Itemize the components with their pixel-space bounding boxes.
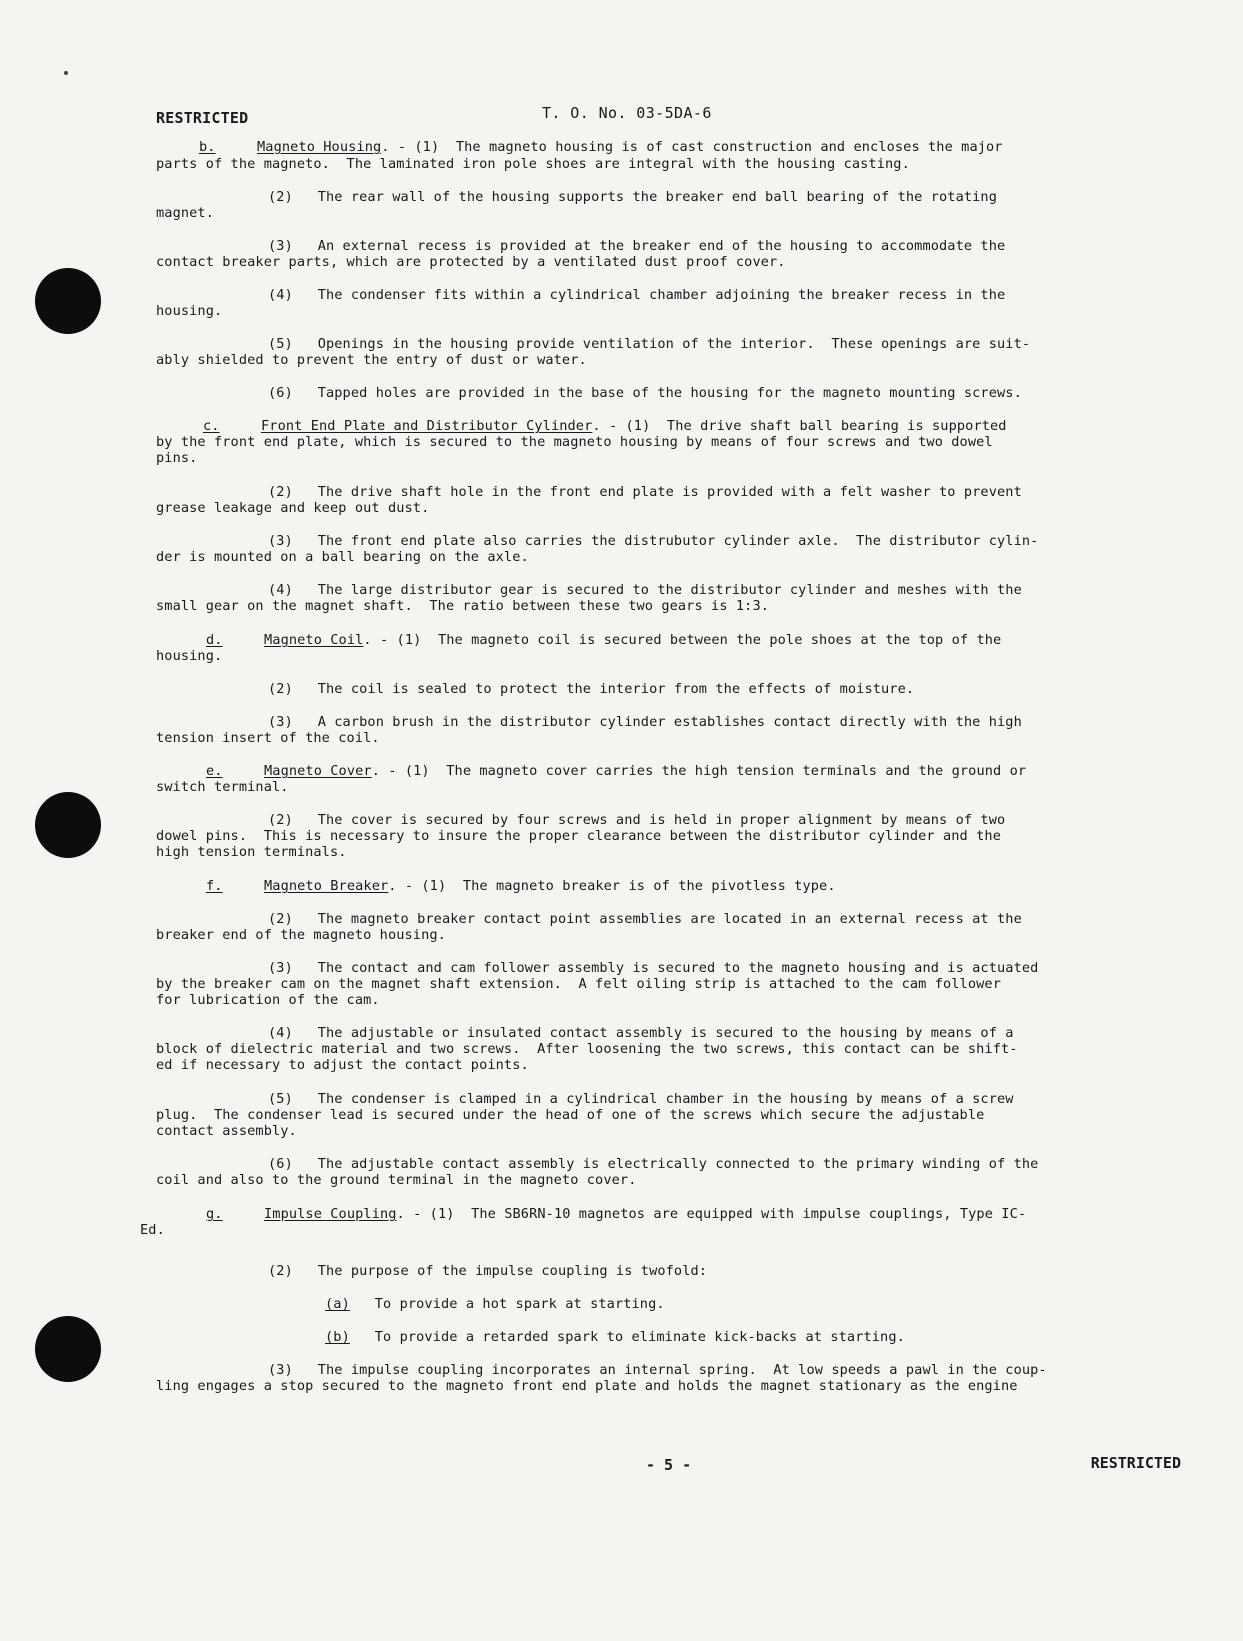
section-e-title: Magneto Cover — [264, 763, 372, 779]
paragraph-line: block of dielectric material and two screws. After loosening the two screws, this contact can be shift- — [156, 1041, 1018, 1057]
paragraph-line: parts of the magneto. The laminated iron pole shoes are integral with the housing casting. — [156, 156, 910, 172]
paragraph-line: housing. — [156, 303, 223, 319]
section-d-text: . - (1) The magneto coil is secured between the pole shoes at the top of the — [363, 632, 1002, 648]
paragraph-line: (4) The large distributor gear is secured to the distributor cylinder and meshes with the — [268, 582, 1022, 598]
section-f-text: . - (1) The magneto breaker is of the pivotless type. — [388, 878, 836, 894]
section-b-heading-line — [199, 139, 1003, 155]
section-c-text: . - (1) The drive shaft ball bearing is supported — [592, 418, 1007, 434]
paragraph-line: pins. — [156, 450, 198, 466]
list-item-a-text: To provide a hot spark at starting. — [374, 1296, 665, 1312]
paragraph-line: (3) The contact and cam follower assembly is secured to the magneto housing and is actuated — [268, 960, 1039, 976]
scan-speck — [64, 71, 68, 75]
paragraph-line: Ed. — [140, 1222, 165, 1238]
list-item-a-label: (a) — [325, 1296, 350, 1312]
paragraph-line: (2) The drive shaft hole in the front end plate is provided with a felt washer to prevent — [268, 484, 1022, 500]
paragraph-line: (2) The cover is secured by four screws and is held in proper alignment by means of two — [268, 812, 1006, 828]
section-f-heading-line — [206, 878, 836, 894]
section-g-heading-line — [206, 1206, 1026, 1222]
section-c-title: Front End Plate and Distributor Cylinder — [261, 418, 593, 434]
header-document-number: T. O. No. 03-5DA-6 — [542, 104, 712, 122]
paragraph-line: switch terminal. — [156, 779, 289, 795]
binder-hole-bottom — [35, 1316, 101, 1382]
section-d-letter: d. — [206, 632, 223, 648]
paragraph-line: dowel pins. This is necessary to insure the proper clearance between the distributor cylinder and the — [156, 828, 1001, 844]
paragraph-line: ed if necessary to adjust the contact points. — [156, 1057, 529, 1073]
section-d-heading-line — [206, 632, 1001, 648]
paragraph-line: ably shielded to prevent the entry of dust or water. — [156, 352, 587, 368]
paragraph-line: contact breaker parts, which are protected by a ventilated dust proof cover. — [156, 254, 786, 270]
section-e-text: . - (1) The magneto cover carries the high tension terminals and the ground or — [371, 763, 1027, 779]
header-classification: RESTRICTED — [156, 109, 249, 127]
paragraph-line: (4) The condenser fits within a cylindrical chamber adjoining the breaker recess in the — [268, 287, 1006, 303]
paragraph-line: small gear on the magnet shaft. The ratio between these two gears is 1:3. — [156, 598, 770, 614]
list-item-b-text: To provide a retarded spark to eliminate kick-backs at starting. — [374, 1329, 905, 1345]
binder-hole-middle — [35, 792, 101, 858]
paragraph-line: der is mounted on a ball bearing on the axle. — [156, 549, 529, 565]
paragraph-line: ling engages a stop secured to the magneto front end plate and holds the magnet stationary as the engine — [156, 1378, 1018, 1394]
section-g-letter: g. — [206, 1206, 223, 1222]
section-d-title: Magneto Coil — [264, 632, 364, 648]
paragraph-line: housing. — [156, 648, 223, 664]
paragraph-line: (2) The rear wall of the housing supports the breaker end ball bearing of the rotating — [268, 189, 998, 205]
section-e-letter: e. — [206, 763, 223, 779]
paragraph-line: high tension terminals. — [156, 844, 347, 860]
section-f-title: Magneto Breaker — [264, 878, 389, 894]
section-e-heading-line — [206, 763, 1026, 779]
paragraph-line: plug. The condenser lead is secured under the head of one of the screws which secure the adjustable — [156, 1107, 985, 1123]
paragraph-line: (6) Tapped holes are provided in the base of the housing for the magneto mounting screws. — [268, 385, 1022, 401]
paragraph-line: (6) The adjustable contact assembly is electrically connected to the primary winding of the — [268, 1156, 1039, 1172]
paragraph-line: grease leakage and keep out dust. — [156, 500, 430, 516]
footer-classification: RESTRICTED — [1090, 1454, 1181, 1472]
list-item-b — [325, 1329, 905, 1345]
section-b-text: . - (1) The magneto housing is of cast construction and encloses the major — [381, 139, 1003, 155]
section-b-title: Magneto Housing — [257, 139, 382, 155]
paragraph-line: tension insert of the coil. — [156, 730, 380, 746]
paragraph-line: (5) The condenser is clamped in a cylindrical chamber in the housing by means of a screw — [268, 1091, 1014, 1107]
paragraph-line: coil and also to the ground terminal in the magneto cover. — [156, 1172, 637, 1188]
paragraph-line: by the breaker cam on the magnet shaft extension. A felt oiling strip is attached to the cam follower — [156, 976, 1001, 992]
paragraph-line: for lubrication of the cam. — [156, 992, 380, 1008]
paragraph-line: (3) A carbon brush in the distributor cylinder establishes contact directly with the high — [268, 714, 1022, 730]
section-b-letter: b. — [199, 139, 216, 155]
section-g-text: . - (1) The SB6RN-10 magnetos are equipped with impulse couplings, Type IC- — [396, 1206, 1027, 1222]
paragraph-line: (2) The purpose of the impulse coupling is twofold: — [268, 1263, 708, 1279]
list-item-b-label: (b) — [325, 1329, 350, 1345]
paragraph-line: (3) The impulse coupling incorporates an internal spring. At low speeds a pawl in the coup- — [268, 1362, 1047, 1378]
binder-hole-top — [35, 268, 101, 334]
paragraph-line: (5) Openings in the housing provide ventilation of the interior. These openings are suit- — [268, 336, 1031, 352]
page-number: - 5 - — [646, 1456, 692, 1474]
paragraph-line: (2) The magneto breaker contact point assemblies are located in an external recess at the — [268, 911, 1022, 927]
paragraph-line: (3) The front end plate also carries the distrubutor cylinder axle. The distributor cylin- — [268, 533, 1039, 549]
section-f-letter: f. — [206, 878, 223, 894]
paragraph-line: breaker end of the magneto housing. — [156, 927, 446, 943]
section-c-letter: c. — [203, 418, 220, 434]
paragraph-line: contact assembly. — [156, 1123, 297, 1139]
paragraph-line: (2) The coil is sealed to protect the interior from the effects of moisture. — [268, 681, 915, 697]
paragraph-line: by the front end plate, which is secured to the magneto housing by means of four screws and two dowel — [156, 434, 993, 450]
paragraph-line: magnet. — [156, 205, 214, 221]
list-item-a — [325, 1296, 665, 1312]
section-c-heading-line — [203, 418, 1007, 434]
paragraph-line: (4) The adjustable or insulated contact assembly is secured to the housing by means of a — [268, 1025, 1014, 1041]
paragraph-line: (3) An external recess is provided at the breaker end of the housing to accommodate the — [268, 238, 1006, 254]
section-g-title: Impulse Coupling — [264, 1206, 397, 1222]
